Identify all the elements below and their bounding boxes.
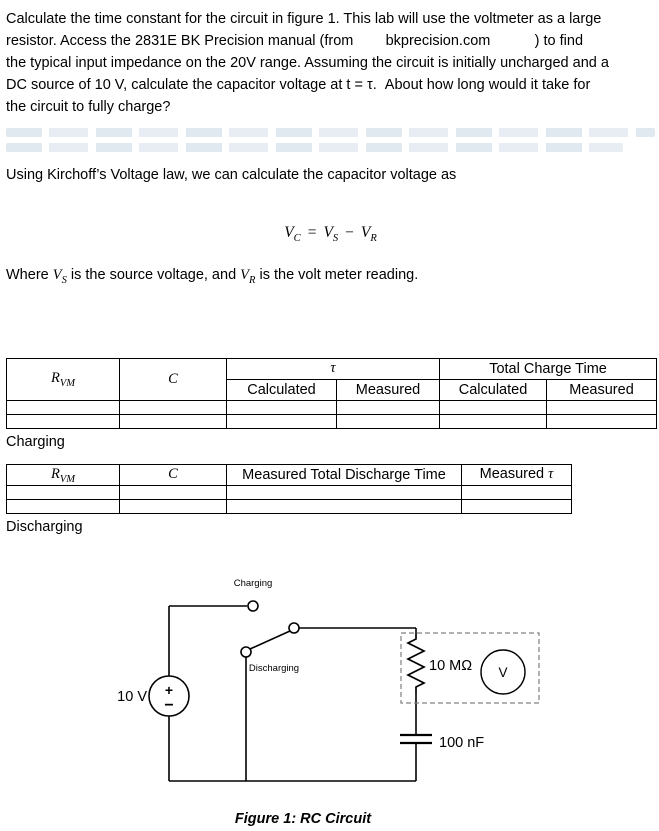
equation-term: V	[284, 224, 294, 241]
header-rvm	[7, 358, 120, 400]
intro-paragraph	[6, 8, 655, 118]
redacted-text-line	[6, 143, 623, 152]
capacitor-voltage-equation	[6, 222, 655, 250]
capacitor-label: 100 nF	[439, 734, 485, 751]
resistor-zigzag	[408, 634, 424, 693]
faint-redacted-text-block	[6, 128, 655, 152]
where-text: is the volt meter reading.	[255, 267, 419, 284]
variable-subscript: S	[61, 274, 67, 286]
voltmeter-label: V	[498, 664, 508, 680]
table-cell	[440, 400, 547, 414]
header-tau-label: τ	[330, 360, 336, 377]
header-c-label: C	[168, 370, 178, 387]
switch-arm	[250, 631, 290, 649]
paragraph-line: Calculate the time constant for the circuit in figure 1. This lab will use the voltmeter as a large	[6, 11, 602, 27]
paragraph-line: the circuit to fully charge?	[6, 99, 171, 115]
table-row	[7, 499, 572, 513]
table-cell	[547, 414, 657, 428]
header-c	[120, 358, 227, 400]
equation-subscript: R	[370, 233, 377, 245]
figure-1	[6, 569, 655, 827]
variable-vs: V	[52, 267, 62, 284]
table-cell	[120, 485, 227, 499]
equation-term: V	[360, 224, 371, 241]
table-cell	[227, 485, 462, 499]
table-cell	[337, 400, 440, 414]
table-cell	[462, 499, 572, 513]
table-cell	[7, 499, 120, 513]
minus-sign: −	[345, 224, 354, 241]
equals-sign: =	[307, 224, 317, 241]
table-cell	[227, 499, 462, 513]
header-c-label: C	[168, 466, 178, 483]
equation-subscript: S	[332, 233, 339, 245]
table-cell	[227, 400, 337, 414]
header-measured-tau	[462, 464, 572, 485]
resistor-label: 10 MΩ	[429, 657, 473, 674]
table-cell	[120, 414, 227, 428]
subheader-measured: Measured	[337, 379, 440, 400]
subheader-measured: Measured	[547, 379, 657, 400]
discharging-table	[6, 464, 572, 514]
where-text: Where	[6, 267, 53, 284]
discharging-switch-label: Discharging	[248, 662, 300, 674]
charging-table	[6, 358, 657, 429]
header-tau	[227, 358, 440, 379]
source-plus-sign: +	[164, 681, 174, 698]
circuit-diagram	[6, 569, 659, 807]
variable-vr: V	[240, 267, 250, 284]
header-rvm	[7, 464, 120, 485]
equation-term: V	[323, 224, 333, 241]
table-row	[7, 485, 572, 499]
switch-charging-contact	[248, 601, 258, 611]
header-rvm-base: R	[50, 370, 60, 387]
discharging-table-header-row	[7, 464, 572, 485]
header-rvm-base: R	[50, 465, 60, 482]
table-cell	[120, 499, 227, 513]
switch-common-contact	[289, 623, 299, 633]
header-total-charge-time: Total Charge Time	[440, 358, 657, 379]
table-cell	[440, 414, 547, 428]
figure-caption: Figure 1: RC Circuit	[234, 810, 372, 827]
redacted-text-line	[6, 128, 655, 137]
discharging-label: Discharging	[6, 518, 83, 535]
where-text: is the source voltage, and	[66, 267, 241, 284]
source-voltage-label: 10 V	[117, 688, 147, 705]
measured-tau-text: Measured	[479, 466, 549, 483]
table-row	[7, 400, 657, 414]
paragraph-line: resistor. Access the 2831E BK Precision manual (from bkprecision.com ) to find	[6, 33, 584, 49]
table-cell	[7, 414, 120, 428]
header-rvm-sub: VM	[59, 473, 76, 485]
paragraph-line: the typical input impedance on the 20V range. Assuming the circuit is initially uncharged and a	[6, 55, 609, 71]
table-cell	[462, 485, 572, 499]
charging-switch-label: Charging	[233, 577, 273, 589]
switch-discharging-contact	[241, 647, 251, 657]
measured-tau-symbol: τ	[548, 466, 554, 483]
table-cell	[547, 400, 657, 414]
charging-table-header-row	[7, 358, 657, 379]
table-cell	[120, 400, 227, 414]
table-cell	[337, 414, 440, 428]
source-minus-sign: −	[164, 696, 174, 714]
table-cell	[7, 485, 120, 499]
header-c	[120, 464, 227, 485]
kirchoff-line: Using Kirchoff’s Voltage law, we can calculate the capacitor voltage as	[6, 167, 457, 183]
table-row	[7, 414, 657, 428]
paragraph-line: DC source of 10 V, calculate the capacitor voltage at t = τ. About how long would it take for	[6, 77, 591, 93]
variable-subscript: R	[249, 274, 256, 286]
subheader-calculated: Calculated	[440, 379, 547, 400]
charging-label: Charging	[6, 433, 65, 450]
table-cell	[227, 414, 337, 428]
table-cell	[7, 400, 120, 414]
subheader-calculated: Calculated	[227, 379, 337, 400]
header-rvm-sub: VM	[59, 377, 76, 389]
where-line	[6, 264, 655, 292]
equation-subscript: C	[293, 233, 301, 245]
header-measured-discharge-time: Measured Total Discharge Time	[227, 464, 462, 485]
